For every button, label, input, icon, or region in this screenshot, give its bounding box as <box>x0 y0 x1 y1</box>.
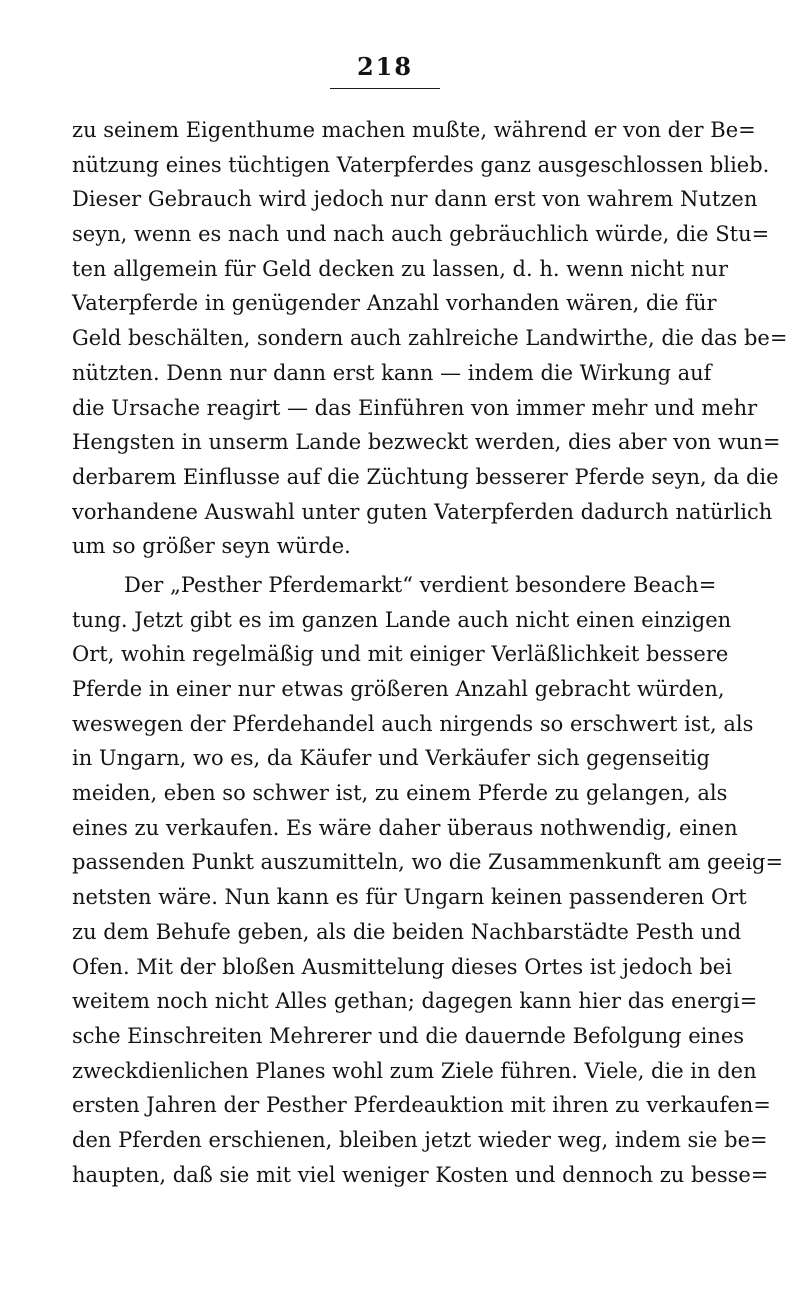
text-line: zu dem Behufe geben, als die beiden Nachbarstädte Pesth und <box>72 919 742 944</box>
text-line: sche Einschreiten Mehrerer und die dauernde Befolgung eines <box>72 1023 745 1048</box>
text-line: die Ursache reagirt — das Einführen von immer mehr und mehr <box>72 395 758 420</box>
text-line: Vaterpferde in genügender Anzahl vorhanden wären, die für <box>72 291 717 316</box>
body-text <box>72 113 787 1192</box>
text-line: weitem noch nicht Alles gethan; dagegen kann hier das energi= <box>72 989 758 1014</box>
text-line: seyn, wenn es nach und nach auch gebräuchlich würde, die Stu= <box>72 222 770 247</box>
text-line: den Pferden erschienen, bleiben jetzt wieder weg, indem sie be= <box>72 1127 768 1152</box>
text-line: ten allgemein für Geld decken zu lassen, d. h. wenn nicht nur <box>72 256 729 281</box>
text-line: eines zu verkaufen. Es wäre daher überaus nothwendig, einen <box>72 815 738 840</box>
text-line: Der „Pesther Pferdemarkt“ verdient besondere Beach= <box>124 572 717 597</box>
text-line: zu seinem Eigenthume machen mußte, während er von der Be= <box>72 118 756 142</box>
text-line: tung. Jetzt gibt es im ganzen Lande auch nicht einen einzigen <box>72 607 732 632</box>
text-line: Pferde in einer nur etwas größeren Anzahl gebracht würden, <box>72 677 725 701</box>
text-line: zweckdienlichen Planes wohl zum Ziele führen. Viele, die in den <box>72 1058 757 1083</box>
text-line: Ort, wohin regelmäßig und mit einiger Verläßlichkeit bessere <box>72 642 729 667</box>
text-line: Hengsten in unserm Lande bezweckt werden, dies aber von wun= <box>72 430 781 455</box>
paragraph-1 <box>72 113 787 564</box>
text-line: weswegen der Pferdehandel auch nirgends so erschwert ist, als <box>72 711 754 736</box>
text-line: um so größer seyn würde. <box>72 534 351 559</box>
text-line: nützung eines tüchtigen Vaterpferdes ganz ausgeschlossen blieb. <box>72 152 770 177</box>
text-line: vorhandene Auswahl unter guten Vaterpferden dadurch natürlich <box>72 499 773 524</box>
text-line: in Ungarn, wo es, da Käufer und Verkäufer sich gegenseitig <box>72 746 710 771</box>
text-line: meiden, eben so schwer ist, zu einem Pferde zu gelangen, als <box>72 781 728 806</box>
text-line: nützten. Denn nur dann erst kann — indem die Wirkung auf <box>72 360 712 385</box>
text-line: passenden Punkt auszumitteln, wo die Zusammenkunft am geeig= <box>72 850 784 875</box>
text-line: netsten wäre. Nun kann es für Ungarn keinen passenderen Ort <box>72 885 747 910</box>
text-line: Dieser Gebrauch wird jedoch nur dann erst von wahrem Nutzen <box>72 187 758 212</box>
text-line: Geld beschälten, sondern auch zahlreiche Landwirthe, die das be= <box>72 326 787 351</box>
text-line: Ofen. Mit der bloßen Ausmittelung dieses Ortes ist jedoch bei <box>72 954 732 979</box>
header-rule <box>330 88 440 89</box>
text-line: ersten Jahren der Pesther Pferdeauktion mit ihren zu verkaufen= <box>72 1093 771 1118</box>
text-line: derbarem Einflusse auf die Züchtung besserer Pferde seyn, da die <box>72 464 779 489</box>
page-number: 218 <box>356 52 414 81</box>
paragraph-2 <box>72 568 784 1192</box>
text-line: haupten, daß sie mit viel weniger Kosten und dennoch zu besse= <box>72 1162 769 1187</box>
